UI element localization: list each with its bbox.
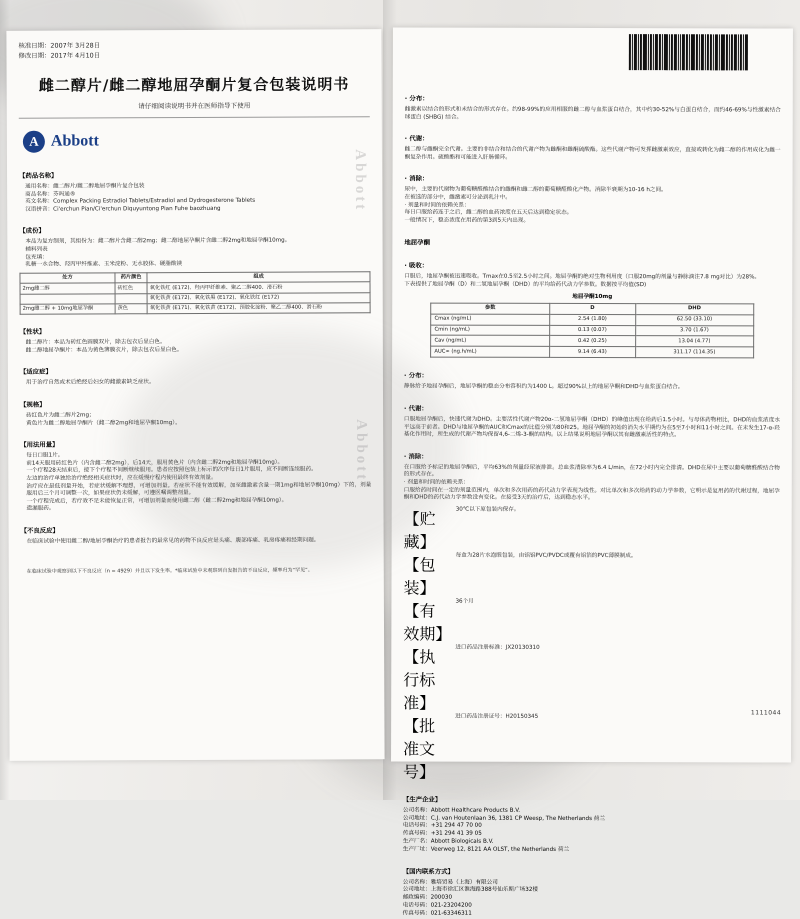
contact-line: 传真号码：021-63346311	[402, 910, 472, 917]
dosage-line: 治疗应在最低剂量开始，若症状缓解不理想，可增加剂量。若症状不能有效缓解，加至雌激素含量一期1mg和地屈孕酮10mg）下的，剂量服用后三个月可调整一次，如果症状仍未缓解，可遵医嘱调整剂量。	[26, 481, 372, 497]
col-header: 参数	[431, 303, 549, 314]
approval-value: 进口药品注册证号：H20150345	[455, 713, 539, 720]
ingredients-line: 辅料列表	[25, 246, 48, 253]
section-indication: 【适应症】	[19, 368, 52, 377]
traits-line: 雌二醇片：本品为砖红色圆膜双片，除去包衣后显白色。	[25, 339, 166, 346]
brand-name: Abbott	[50, 132, 99, 150]
section-manufacturer: 【生产企业】	[402, 795, 442, 804]
revision-date: 修改日期：2017年 4月10日	[18, 51, 101, 60]
excretion2-line: 在口服给予标记的地屈孕酮后，平均63%的剂量经尿液排泄。总血浆清除率为6.4 L/min，在72小时内完全排清。DHD在尿中主要以葡萄糖醛酸结合物的形式存在。	[403, 464, 780, 479]
cell: 氧化铁黄 (E172)、氧化铁黑 (E172)、氧化铁红 (E172)	[147, 292, 370, 303]
cell: Cmax (ng/mL)	[431, 314, 549, 325]
cell: 62.50 (33.10)	[635, 314, 753, 325]
section-drug-name: 【药品名称】	[19, 171, 58, 180]
drug-name-line: 通用名称：雌二醇片/雌二醇地屈孕酮片复合包装	[25, 183, 145, 190]
ghost-brand-text: Abbott	[353, 419, 370, 483]
section-excretion-2: · 消除：	[403, 452, 428, 461]
section-adverse-reactions: 【不良反应】	[20, 526, 59, 535]
excretion-line: 一般情况下，稳态浓度在用药的第3到5天内出现。	[404, 217, 530, 224]
metabolism-line: 雌二醇与雌酮完全代谢。主要的非结合和结合的代谢产物为雌酮和雌酮硫酸酯。这些代谢产物可发挥雌激素效应，直接或转化为雌二醇的作用成化为雌一酮复杂作用。硫酸酯和可能进入肝肠循环。	[404, 146, 781, 161]
cell: 2mg雌二醇 + 10mg地屈孕酮	[20, 304, 115, 315]
dosage-line: 一个疗程完成后，若疗效不足未能恢复正常，可增加剂量而使用雌二醇（雌二醇2mg和地屈孕酮10mg）。	[26, 497, 288, 505]
section-distribution-2: · 分布：	[404, 371, 428, 381]
validity-value: 36个月	[455, 598, 474, 605]
ingredients-line: 本品为复方制剂，其组份为：雌二醇片含雌二醇2mg；雌二醇地屈孕酮片含雌二醇2mg和地屈孕酮10mg。	[25, 237, 291, 246]
col-header: 处方	[20, 273, 115, 284]
table-row	[431, 347, 753, 359]
cell: AUC∞ (ng.h/mL)	[431, 347, 549, 358]
cell	[20, 293, 115, 304]
drug-name-line: 汉语拼音：Ci'erchun Pian/Ci'erchun Diquyuntong Pian Fuhe baozhuang	[25, 205, 221, 213]
section-absorption: · 吸收：	[404, 261, 429, 270]
metabolism2-line: 口服地屈孕酮后，快速代谢为DHD。主要活性代谢产物20α-二氢地屈孕酮（DHD）的峰值出现在给药后1.5小时。与母体药物相比，DHD的血浆浓度水平远高于前者。DHD与地屈孕酮的AUC和Cmax的比值分别为80和25。地屈孕酮的初始的消失水平期约为在5至7小时和11小时之间。在未发生17-α-羟基化作用时，所生成的代谢产物均保留4,6-二烯-3-酮的结构。以上结果说明地屈孕酮以其有雌激素活性的特点。	[403, 416, 780, 439]
cell: 砖红色	[115, 283, 147, 294]
abbott-mark-icon: A	[23, 131, 45, 153]
package-value: 每盒为28片水泡眼包装，由铝铝PVC/PVDC或覆有铝箔的PVC薄膜制成。	[455, 552, 637, 559]
contact-line: 公司地址：上海市徐汇区淮海路388号仙乐斯广场32楼	[402, 886, 538, 894]
document-code: 1111044	[750, 709, 782, 717]
contact-line: 电话号码：021-23204200	[402, 902, 472, 909]
col-header: DHD	[636, 303, 754, 314]
cell: 氧化铁黄 (E171)、氧化铁黄 (E172)、预胶化淀粉、聚乙二醇400、滑石粉	[147, 303, 370, 314]
cell: 13.04 (4.77)	[635, 336, 753, 347]
traits-line: 雌二醇地屈孕酮片：本品为黄色薄膜衣片，除去包衣后显白色。	[25, 346, 183, 354]
section-excretion: · 消除：	[404, 174, 429, 183]
col-header: D	[549, 303, 635, 314]
col-header: 药片颜色	[115, 272, 147, 283]
left-page	[6, 29, 384, 761]
table-row	[20, 303, 370, 315]
drug-name-line: 英文名称：Complex Packing Estradiol Tablets/Estradiol and Dydrogesterone Tablets	[25, 197, 256, 205]
storage-value: 30℃以下原包装内保存。	[455, 506, 520, 513]
section-dosage: 【用法用量】	[20, 440, 59, 449]
cell: 黄色	[115, 304, 147, 315]
section-domestic-contact: 【国内联系方式】	[402, 867, 454, 876]
section-package: 【包装】	[403, 555, 436, 598]
dosage-line: 一个疗程28天结束后，接下个疗程不间断继续服用。患者应按照包装上标示的次序每日1片服用，应不间断连续服药。	[26, 466, 317, 475]
cell: Cmin (ng/mL)	[431, 325, 549, 336]
spec-line: 砖红色片为雌二醇片2mg；	[26, 412, 95, 419]
section-validity: 【有效期】	[403, 601, 452, 644]
document-title: 雌二醇片/雌二醇地屈孕酮片复合包装说明书	[38, 75, 350, 95]
contact-line: 公司名称：雅培贸易（上海）有限公司	[402, 879, 498, 886]
excretion2-line: 口服给药时间在一定的剂量范围内，单次和多次用药的药代动力学表现为线性。对比单次和多次给药的动力学参数，它明示是复用药的代谢过程，地屈孕酮和DHD的药代动力学参数没有变化。在接受3天的治疗后，达到稳态水平。	[403, 487, 780, 502]
section-ingredients: 【成份】	[19, 227, 45, 236]
excretion-line: 在被选的部分中，雌激素可分泌到乳汁中。	[404, 194, 511, 201]
manufacturer-line: 电话号码：+31 294 47 70 00	[402, 822, 482, 830]
excipients-common: 乳糖一水合物、羟丙甲纤维素、玉米淀粉、无水胶体、硬脂酸镁	[25, 261, 183, 268]
document-subtitle: 请仔细阅读说明书并在医师指导下使用	[138, 101, 251, 111]
manufacturer-line: 公司地址：C.J. van Houtenlaan 36, 1381 CP Weesp, The Netherlands 荷兰	[402, 815, 606, 822]
table-row	[431, 325, 753, 337]
ghost-brand-text: Abbott	[351, 149, 369, 213]
excipients-intro: 包充填：	[25, 254, 48, 261]
adverse-note: 在临床试验中观察到以下不良反应（n = 4929）并且以下发生率。*临床试验中未观察到自发报告的不良反应，频率归为“罕见”。	[26, 567, 313, 575]
table-row	[431, 336, 753, 348]
section-metabolism-2: · 代谢：	[403, 404, 428, 413]
manufacturer-line: 生产厂名：Abbott Biologicals B.V.	[402, 838, 494, 845]
dosage-line: 遗漏服药。	[26, 505, 55, 513]
excretion-line: 尿中，主要的代谢物为葡萄糖醛酸结合的雌酮和雌二醇的葡萄糖醛酸化产物。消除半衰期为10-16 h之间。	[404, 186, 667, 194]
indication-line: 用于治疗自然或术后绝经后妇女的雌激素缺乏症状。	[25, 379, 155, 387]
cell: 氧化铁红 (E172)、羟丙甲纤维素、聚乙二醇400、滑石粉	[147, 282, 370, 293]
manufacturer-line: 传真号码：+31 294 41 39 05	[402, 830, 482, 837]
cell: 9.14 (6.43)	[549, 347, 635, 358]
cell: 0.42 (0.25)	[549, 336, 635, 347]
section-standard: 【执行标准】	[403, 647, 436, 713]
section-approval-number: 【批准文号】	[402, 716, 436, 782]
section-metabolism: · 代谢：	[404, 134, 429, 143]
adverse-line: 在临床试验中使用雌二醇/地屈孕酮治疗的患者报告的最常见的药物不良反应是头痛、腹部疼痛、乳房疼痛和经期问题。	[26, 537, 320, 545]
cell: 311.17 (114.35)	[635, 347, 753, 358]
cell: 0.13 (0.07)	[549, 325, 635, 336]
cell	[115, 293, 147, 304]
cell: Cav (ng/mL)	[431, 336, 549, 347]
standard-value: 进口药品注册标准：JX20130310	[455, 644, 540, 651]
section-traits: 【性状】	[19, 327, 46, 337]
excretion2-line: · 剂量和时间的依赖关系：	[403, 479, 469, 486]
section-distribution: · 分布：	[404, 94, 429, 103]
right-page	[391, 27, 793, 917]
table-row	[431, 314, 753, 326]
excretion-line: · 剂量和时间的依赖关系：	[404, 202, 470, 209]
cell: 2mg雌二醇	[20, 283, 115, 294]
drug-name-line: 商品名称：芬吗通®	[25, 191, 76, 198]
brand-logo	[23, 129, 370, 153]
cell: 2.54 (1.80)	[549, 314, 635, 325]
col-header: 组成	[147, 271, 370, 282]
absorption-line: 下表提供了地屈孕酮（D）和二氢地屈孕酮（DHD）的平均给药代动力学参数。数据按平均值(SD)	[404, 281, 647, 289]
divider	[19, 116, 370, 119]
manufacturer-line: 生产厂址：Veerweg 12, 8121 AA OLST, the Netherlands 荷兰	[402, 846, 570, 853]
dosage-line: 左边的治疗单独给治疗绝经相关症状时，应在缓慢疗程内使用最终有效剂量。	[26, 474, 217, 482]
pharmacokinetics-table	[430, 302, 754, 359]
section-storage: 【贮藏】	[403, 509, 436, 552]
contact-line: 邮政编码：200030	[402, 894, 453, 901]
composition-table	[19, 271, 370, 315]
pk-table-caption: 地屈孕酮10mg	[572, 293, 613, 300]
distribution2-line: 静脉给予地屈孕酮后，地屈孕酮的稳态分布容积约为1400 L。超过90%以上的地屈孕酮和DHD与血浆蛋白结合。	[404, 383, 684, 391]
section-specification: 【规格】	[20, 400, 46, 409]
section-dydrogesterone: 地屈孕酮	[404, 238, 430, 247]
excretion-line: 每日口服给药连于之后，雌二醇的血药浓度在五天后达到稳定状态。	[404, 209, 573, 217]
cell: 3.70 (1.67)	[635, 325, 753, 336]
dosage-line: 前14天服用砖红色片（内含雌二醇2mg），后14天，服用黄色片（内含雌二醇2mg和地屈孕酮10mg）。	[26, 459, 284, 467]
approval-date: 核准日期：2007年 3月28日	[18, 41, 101, 50]
distribution-line: 雌激素以结合的形式和未结合的形式存在。约98-99%的应用相服的雌二醇与血浆蛋白结合，其中约30-52%与白蛋白结合，而约46-69%与性激素结合球蛋白 (SHBG) 结合。	[404, 106, 781, 121]
spec-line: 黄色片为雌二醇地屈孕酮片（雌二醇2mg和地屈孕酮10mg）。	[26, 419, 181, 427]
absorption-line: 口服后，地屈孕酮被迅速吸收。Tmax在0.5至2.5小时之间。地屈孕酮的绝对生物利用度（口服20mg的剂量与静脉滴注7.8 mg对比）为28%。	[404, 273, 761, 281]
manufacturer-line: 公司名称：Abbott Healthcare Products B.V.	[402, 807, 521, 814]
dosage-line: 每日口服1片。	[26, 452, 64, 459]
